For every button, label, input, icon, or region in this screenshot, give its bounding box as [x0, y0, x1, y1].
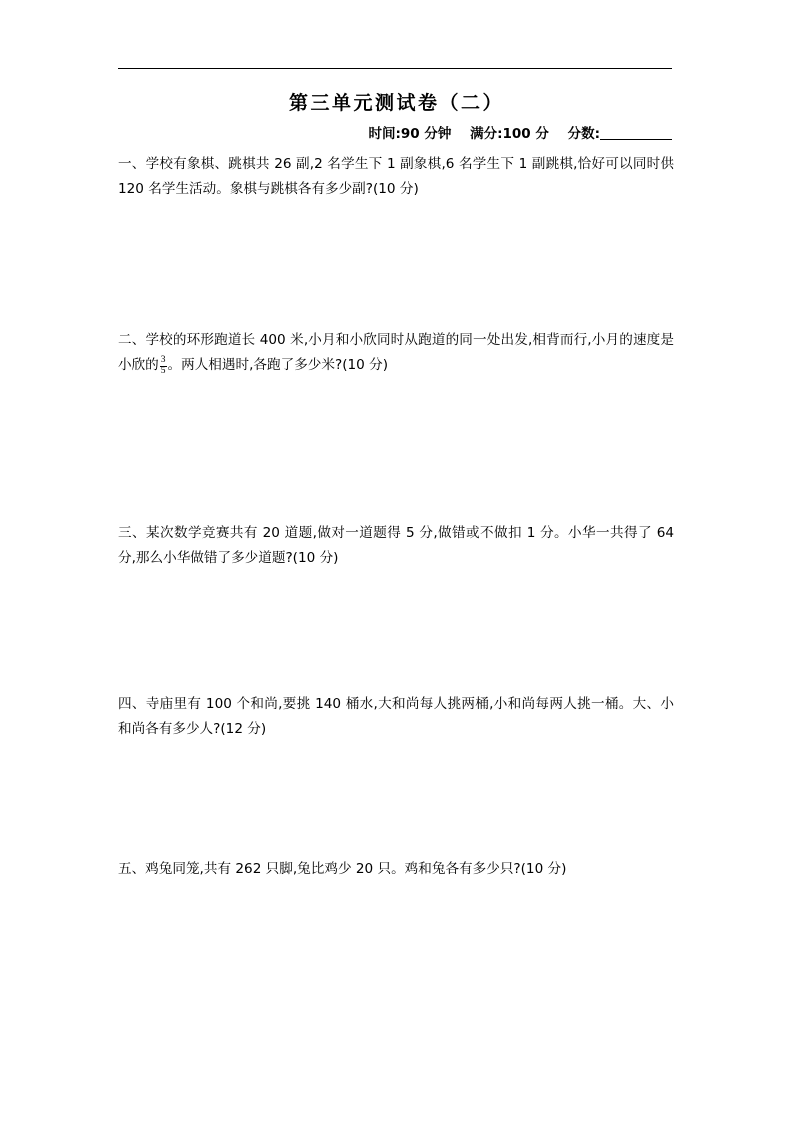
question-2-text-part1: 二、学校的环形跑道长 400 米,小月和小欣同时从跑道的同一处出发,相背而行,小月的速度是小欣的 [118, 332, 674, 373]
question-2-text-part2: 。两人相遇时,各跑了多少米?(10 分) [167, 357, 389, 373]
exam-score-label: 分数: [567, 126, 600, 142]
fraction-three-fifths [160, 356, 167, 377]
question-5-text: 五、鸡兔同笼,共有 262 只脚,兔比鸡少 20 只。鸡和兔各有多少只?(10 分) [118, 861, 567, 877]
question-3 [118, 521, 674, 571]
exam-total: 满分:100 分 [470, 126, 549, 142]
question-5 [118, 857, 674, 882]
fraction-numerator: 3 [160, 355, 166, 366]
exam-meta [118, 122, 672, 142]
question-1-text: 一、学校有象棋、跳棋共 26 副,2 名学生下 1 副象棋,6 名学生下 1 副跳棋,恰好可以同时供 120 名学生活动。象棋与跳棋各有多少副?(10 分) [118, 156, 674, 197]
fraction-denominator: 5 [160, 366, 166, 377]
question-3-text: 三、某次数学竞赛共有 20 道题,做对一道题得 5 分,做错或不做扣 1 分。小华一共得了 64 分,那么小华做错了多少道题?(10 分) [118, 525, 674, 566]
question-1 [118, 152, 674, 202]
question-4-text: 四、寺庙里有 100 个和尚,要挑 140 桶水,大和尚每人挑两桶,小和尚每两人挑一桶。大、小和尚各有多少人?(12 分) [118, 696, 674, 737]
page-title: 第三单元测试卷（二） [288, 92, 504, 114]
question-2 [118, 328, 674, 378]
question-4 [118, 692, 674, 742]
exam-time: 时间:90 分钟 [368, 126, 452, 142]
header-divider [118, 68, 672, 69]
score-blank [600, 125, 672, 140]
